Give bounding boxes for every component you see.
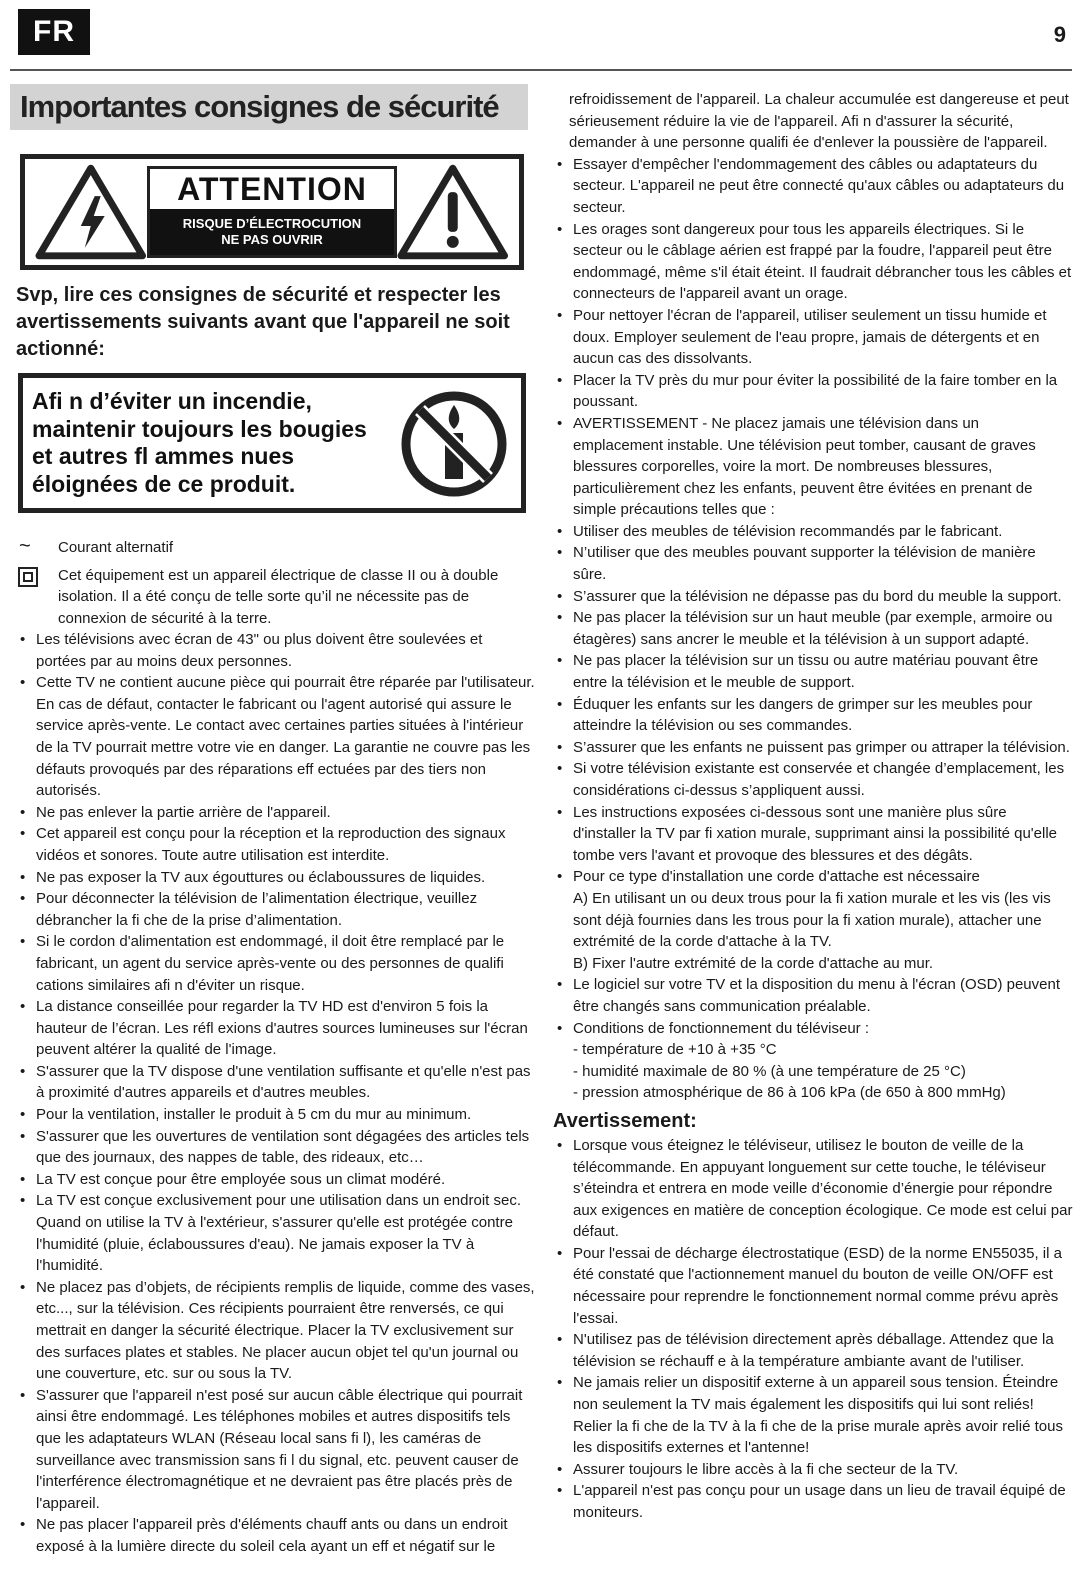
list-item: • Le logiciel sur votre TV et la disposition du menu à l'écran (OSD) peuvent être changés sans communication préalable. (553, 974, 1073, 1017)
attention-line-1: RISQUE D’ÉLECTROCUTION (182, 216, 362, 231)
left-column (16, 84, 536, 1558)
list-item: • Placer la TV près du mur pour éviter la possibilité de la faire tomber en la poussant. (553, 370, 1073, 413)
list-item: • Lorsque vous éteignez le téléviseur, utilisez le bouton de veille de la télécommande. En appuyant longuement sur cette touche, le téléviseur s’éteindra et entrera en mode veille d’économie d’énergie pour répondre aux exigences en matière de conception écologique. Ce mode est celui par défaut. (553, 1135, 1073, 1243)
list-item: • La TV est conçue exclusivement pour une utilisation dans un endroit sec. Quand on utilise la TV à l'extérieur, s'assurer qu'elle est protégée contre l'humidité (pluie, éclaboussures d'eau). Ne jamais exposer la TV à l'humidité. (16, 1190, 536, 1276)
list-item: • Utiliser des meubles de télévision recommandés par le fabricant. (553, 521, 1073, 543)
list-item: • Ne pas placer la télévision sur un tissu ou autre matériau pouvant être entre la télévision et le meuble de support. (553, 650, 1073, 693)
exclamation-warning-icon (397, 162, 509, 262)
page-number: 9 (1053, 22, 1066, 47)
conditions-lead: • Conditions de fonctionnement du téléviseur : (573, 1019, 870, 1037)
list-item: • S'assurer que l'appareil n'est posé sur aucun câble électrique qui pourrait ainsi être endommagé. Les téléphones mobiles et autres dispositifs tels que les adaptateurs WLAN (Réseau local sans fi l), les caméras de surveillance avec transmission sans fi l du signal, etc. peuvent causer de l'interférence électromagnétique et ne devraient pas être placés près de l'appareil. (16, 1385, 536, 1515)
list-item: • Ne pas placer l'appareil près d'éléments chauff ants ou dans un endroit exposé à la lumière directe du soleil cela ayant un eff et négatif sur le (16, 1514, 536, 1557)
symbol-row-class-ii (16, 565, 536, 630)
list-item: • S'assurer que les ouvertures de ventilation sont dégagées des articles tels que des journaux, des nappes de table, des rideaux, etc… (16, 1126, 536, 1169)
electric-shock-warning-icon (35, 162, 147, 262)
install-step-b: B) Fixer l'autre extrémité de la corde d'attache au mur. (573, 954, 934, 972)
attention-line-2: NE PAS OUVRIR (221, 232, 323, 247)
language-badge: FR (18, 9, 90, 55)
list-item: • Ne pas enlever la partie arrière de l'appareil. (16, 802, 536, 824)
list-item: • La distance conseillée pour regarder la TV HD est d'environ 5 fois la hauteur de l’écran. Les réfl exions d'autres sources lumineuses sur l'écran peuvent altérer la qualité de l'image. (16, 996, 536, 1061)
list-item: • Cette TV ne contient aucune pièce qui pourrait être réparée par l'utilisateur. En cas de défaut, contacter le fabricant ou l'agent autorisé qui assure le service après-vente. Le contact avec certaines parties situées à l'intérieur de la TV pourrait mettre votre vie en danger. La garantie ne couvre pas les défauts provoqués par des réparations eff ectuées par des tiers non autorisés. (16, 672, 536, 802)
list-item: • Ne pas exposer la TV aux égouttures ou éclaboussures de liquides. (16, 867, 536, 889)
attention-subtext (150, 209, 395, 255)
list-item: • Ne jamais relier un dispositif externe à un appareil sous tension. Éteindre non seulement la TV mais également les dispositifs qui lui sont reliés! Relier la fi che de la TV à la fi che de la prise murale après avoir relié tous les dispositifs externes et l'antenne! (553, 1372, 1073, 1458)
list-item: • Assurer toujours le libre accès à la fi che secteur de la TV. (553, 1459, 1073, 1481)
list-item: • N'utilisez pas de télévision directement après déballage. Attendez que la télévision se réchauff e à la température ambiante avant de l'utiliser. (553, 1329, 1073, 1372)
list-item: • Cet appareil est conçu pour la réception et la reproduction des signaux vidéos et sonores. Toute autre utilisation est interdite. (16, 823, 536, 866)
list-item: • Les orages sont dangereux pour tous les appareils électriques. Si le secteur ou le câblage aérien est frappé par la foudre, l'appareil peut être endommagé, même s'il était éteint. Il faudrait débrancher tous les câbles et connecteurs de l'appareil avant un orage. (553, 219, 1073, 305)
header-divider (10, 69, 1072, 71)
list-item: • Pour nettoyer l'écran de l'appareil, utiliser seulement un tissu humide et doux. Employer seulement de l'eau propre, jamais de détergents et en aucun cas des dissolvants. (553, 305, 1073, 370)
install-step-a: A) En utilisant un ou deux trous pour la fi xation murale et les vis (les vis sont déjà fournies dans les trous pour la fi xation murale), attacher une extrémité de la corde d'attache à la TV. (573, 889, 1051, 951)
list-item-install (553, 866, 1073, 974)
conditions-temperature: - température de +10 à +35 °C (573, 1041, 777, 1059)
no-open-flame-icon (399, 389, 509, 499)
fire-warning-box (18, 373, 526, 513)
list-item: • Si votre télévision existante est conservée et changée d’emplacement, les considérations ci-dessus s’appliquent aussi. (553, 758, 1073, 801)
conditions-humidity: - humidité maximale de 80 % (à une température de 25 °C) (573, 1062, 966, 1080)
symbol-row-ac (16, 537, 536, 559)
avertissement-heading: Avertissement: (553, 1109, 697, 1132)
list-item: • Les télévisions avec écran de 43" ou plus doivent être soulevées et portées par au moins deux personnes. (16, 629, 536, 672)
list-item: • Si le cordon d'alimentation est endommagé, il doit être remplacé par le fabricant, un agent du service après-vente ou des personnes de qualifi cations similaires afi n d'éviter un risque. (16, 931, 536, 996)
list-item: • S'assurer que la TV dispose d'une ventilation suffisante et qu'elle n'est pas à proximité d'autres appareils et d'autres meubles. (16, 1061, 536, 1104)
attention-warning-box (20, 154, 524, 270)
list-item: • N’utiliser que des meubles pouvant supporter la télévision de manière sûre. (553, 542, 1073, 585)
attention-heading: ATTENTION (177, 170, 367, 207)
list-item: • La TV est conçue pour être employée sous un climat modéré. (16, 1169, 536, 1191)
ac-tilde-icon: ~ (19, 535, 31, 557)
list-item: • Éduquer les enfants sur les dangers de grimper sur les meubles pour atteindre la télévision ou ses commandes. (553, 694, 1073, 737)
install-lead: • Pour ce type d'installation une corde d'attache est nécessaire (573, 868, 980, 886)
left-safety-list (16, 629, 536, 1558)
continued-paragraph: refroidissement de l'appareil. La chaleur accumulée est dangereuse et peut sérieusement réduire la vie de l'appareil. Afi n d'assurer la sécurité, demander à une personne qualifi ée d'enlever la poussière de l'appareil. (569, 91, 1069, 152)
avertissement-list (553, 1135, 1073, 1524)
list-item: • Pour l'essai de décharge électrostatique (ESD) de la norme EN55035, il a été constaté que l'actionnement manuel du bouton de veille ON/OFF est nécessaire pour reprendre le fonctionnement normal comme prévu après l'essai. (553, 1243, 1073, 1329)
list-item: • Pour déconnecter la télévision de l’alimentation électrique, veuillez débrancher la fi che de la prise d’alimentation. (16, 888, 536, 931)
symbols-legend (16, 537, 536, 629)
conditions-pressure: - pression atmosphérique de 86 à 106 kPa (de 650 à 800 mmHg) (573, 1084, 1006, 1102)
list-item: • Pour la ventilation, installer le produit à 5 cm du mur au minimum. (16, 1104, 536, 1126)
class-ii-double-square-icon (18, 567, 38, 587)
list-item: • S’assurer que la télévision ne dépasse pas du bord du meuble la support. (553, 586, 1073, 608)
class-ii-icon-wrap (16, 565, 58, 587)
list-item: • AVERTISSEMENT - Ne placez jamais une télévision dans un emplacement instable. Une télévision peut tomber, causant de graves blessures corporelles, voire la mort. De nombreuses blessures, particulièrement chez les enfants, peuvent être évitées en prenant de simple précautions telles que : (553, 413, 1073, 521)
list-item: • Les instructions exposées ci-dessous sont une manière plus sûre d'installer la TV par fi xation murale, supprimant ainsi la possibilité qu'elle tombe vers l'avant et provoque des blessures et des dégâts. (553, 802, 1073, 867)
page-title: Importantes consignes de sécurité (20, 89, 499, 124)
list-item: • Essayer d'empêcher l'endommagement des câbles ou adaptateurs du secteur. L'appareil ne peut être connecté qu'aux câbles ou adaptateurs du secteur. (553, 154, 1073, 219)
list-item: • Ne pas placer la télévision sur un haut meuble (par exemple, armoire ou étagères) sans ancrer le meuble et la télévision à un support adapté. (553, 607, 1073, 650)
attention-label (147, 166, 398, 258)
list-item: • Ne placez pas d’objets, de récipients remplis de liquide, comme des vases, etc..., sur la télévision. Ces récipients pourraient être renversés, ce qui mettrait en danger la sécurité électrique. Placer la TV exclusivement sur des surfaces plates et stables. Ne placer aucun objet tel qu'un journal ou une couverture, etc. sur ou sous la TV. (16, 1277, 536, 1385)
symbol-text: Cet équipement est un appareil électrique de classe II ou à double isolation. Il a été conçu de telle sorte qu’il ne nécessite pas de connexion de sécurité à la terre. (58, 566, 499, 627)
fire-warning-text: Afi n d’éviter un incendie, maintenir toujours les bougies et autres fl ammes nues éloignées de ce produit. (32, 388, 367, 497)
list-item: • S’assurer que les enfants ne puissent pas grimper ou attraper la télévision. (553, 737, 1073, 759)
list-item: • L'appareil n'est pas conçu pour un usage dans un lieu de travail équipé de moniteurs. (553, 1480, 1073, 1523)
right-safety-list (553, 154, 1073, 1104)
title-bar (10, 84, 528, 130)
list-item-conditions (553, 1018, 1073, 1104)
symbol-text: Courant alternatif (58, 539, 174, 556)
intro-text: Svp, lire ces consignes de sécurité et respecter les avertissements suivants avant que l'appareil ne soit actionné: (16, 284, 510, 360)
right-column (553, 89, 1073, 1524)
